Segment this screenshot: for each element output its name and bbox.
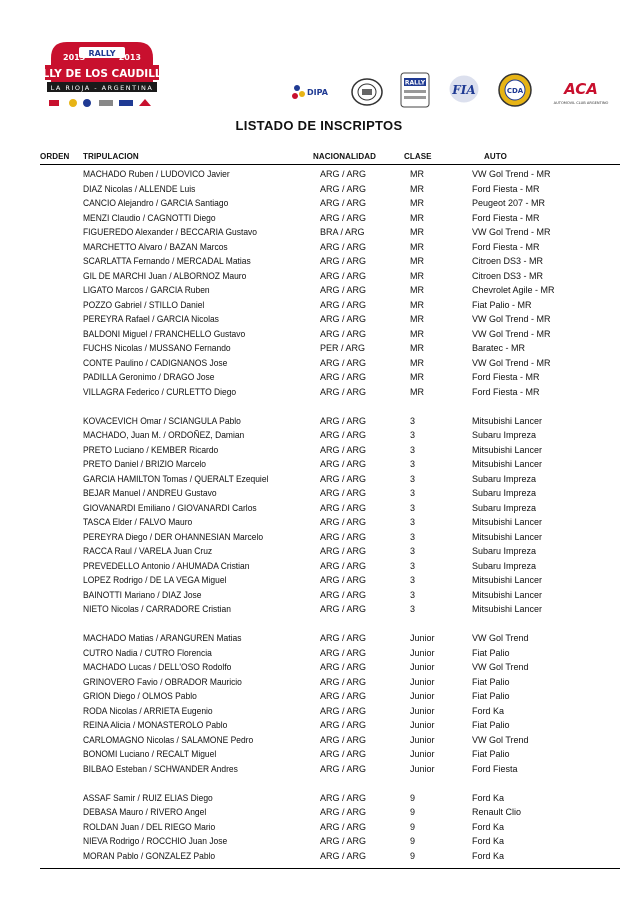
crew-cell: TASCA Elder / FALVO Mauro xyxy=(83,517,193,527)
nacionalidad-cell: ARG / ARG xyxy=(320,198,367,208)
col-header-orden: ORDEN xyxy=(40,152,70,161)
nacionalidad-cell: BRA / ARG xyxy=(320,227,365,237)
nacionalidad-cell: ARG / ARG xyxy=(320,575,367,585)
table-row xyxy=(0,196,638,211)
auto-cell: VW Gol Trend - MR xyxy=(472,357,551,368)
auto-cell: Fiat Palio xyxy=(472,691,510,701)
clase-cell: MR xyxy=(410,169,424,179)
clase-cell: Junior xyxy=(410,734,435,745)
clase-cell: 3 xyxy=(410,531,416,542)
nacionalidad-cell: ARG / ARG xyxy=(320,256,367,266)
table-row xyxy=(0,820,638,835)
auto-cell: Subaru Impreza xyxy=(472,502,537,513)
auto-cell: Mitsubishi Lancer xyxy=(472,517,543,527)
crew-cell: PRETO Daniel / BRIZIO Marcelo xyxy=(83,459,207,469)
nacionalidad-cell: ARG / ARG xyxy=(320,546,367,556)
clase-cell: 9 xyxy=(410,792,416,803)
auto-cell: Fiat Palio xyxy=(472,720,510,730)
nacionalidad-cell: ARG / ARG xyxy=(320,647,367,658)
nacionalidad-cell: ARG / ARG xyxy=(320,676,367,687)
nacionalidad-cell: ARG / ARG xyxy=(320,502,367,513)
clase-cell: Junior xyxy=(410,662,435,672)
aca-logo-text: ACA xyxy=(564,80,598,98)
nacionalidad-cell: ARG / ARG xyxy=(320,430,367,440)
logo-subtitle: LA RIOJA - ARGENTINA xyxy=(50,84,154,92)
crew-cell: SCARLATTA Fernando / MERCADAL Matias xyxy=(83,256,251,266)
crew-cell: MACHADO Matias / ARANGUREN Matias xyxy=(83,633,242,643)
table-row xyxy=(0,733,638,748)
clase-cell: Junior xyxy=(410,763,435,774)
crew-cell: KOVACEVICH Omar / SCIANGULA Pablo xyxy=(83,415,241,426)
auto-cell: Mitsubishi Lancer xyxy=(472,415,543,426)
crew-cell: PADILLA Geronimo / DRAGO Jose xyxy=(83,372,215,382)
nacionalidad-cell: ARG / ARG xyxy=(320,734,367,745)
auto-cell: Subaru Impreza xyxy=(472,473,537,484)
crew-cell: FUCHS Nicolas / MUSSANO Fernando xyxy=(83,343,231,353)
auto-cell: Subaru Impreza xyxy=(472,560,537,571)
auto-cell: Subaru Impreza xyxy=(472,546,537,556)
table-row xyxy=(0,283,638,298)
auto-cell: Ford Fiesta - MR xyxy=(472,386,540,397)
nacionalidad-cell: ARG / ARG xyxy=(320,444,367,455)
crew-cell: GRINOVERO Favio / OBRADOR Mauricio xyxy=(83,676,242,687)
col-header-tripulacion: TRIPULACION xyxy=(83,152,139,161)
crew-cell: CUTRO Nadia / CUTRO Florencia xyxy=(83,647,212,658)
auto-cell: VW Gol Trend xyxy=(472,734,529,745)
table-row xyxy=(0,240,638,255)
clase-cell: 9 xyxy=(410,821,416,832)
clase-cell: 3 xyxy=(410,459,416,469)
table-row xyxy=(0,573,638,588)
clase-cell: 3 xyxy=(410,444,416,455)
nacionalidad-cell: ARG / ARG xyxy=(320,792,367,803)
clase-cell: MR xyxy=(410,328,424,339)
table-row xyxy=(0,472,638,487)
crew-cell: ASSAF Samir / RUIZ ELIAS Diego xyxy=(83,792,213,803)
nacionalidad-cell: ARG / ARG xyxy=(320,488,367,498)
auto-cell: Ford Ka xyxy=(472,850,505,861)
table-row xyxy=(0,675,638,690)
crew-cell: BEJAR Manuel / ANDREU Gustavo xyxy=(83,488,217,498)
table-row xyxy=(0,631,638,646)
auto-cell: Ford Ka xyxy=(472,792,505,803)
auto-cell: Fiat Palio xyxy=(472,647,510,658)
nacionalidad-cell: ARG / ARG xyxy=(320,386,367,397)
nacionalidad-cell: ARG / ARG xyxy=(320,299,367,310)
nacionalidad-cell: ARG / ARG xyxy=(320,705,367,716)
nacionalidad-cell: PER / ARG xyxy=(320,343,366,353)
clase-cell: 3 xyxy=(410,430,416,440)
clase-cell: 3 xyxy=(410,488,416,498)
table-row xyxy=(0,457,638,472)
crew-cell: DEBASA Mauro / RIVERO Angel xyxy=(83,807,207,817)
nacionalidad-cell: ARG / ARG xyxy=(320,691,367,701)
crew-cell: ROLDAN Juan / DEL RIEGO Mario xyxy=(83,821,216,832)
table-row xyxy=(0,834,638,849)
table-row xyxy=(0,660,638,675)
clase-cell: 3 xyxy=(410,517,416,527)
auto-cell: Ford Fiesta xyxy=(472,763,518,774)
crew-cell: GIOVANARDI Emiliano / GIOVANARDI Carlos xyxy=(83,502,257,513)
logo-year-left: 2013 xyxy=(63,53,86,62)
nacionalidad-cell: ARG / ARG xyxy=(320,169,367,179)
clase-cell: Junior xyxy=(410,676,435,687)
crew-cell: CARLOMAGNO Nicolas / SALAMONE Pedro xyxy=(83,734,254,745)
nacionalidad-cell: ARG / ARG xyxy=(320,517,367,527)
clase-cell: MR xyxy=(410,285,424,295)
nacionalidad-cell: ARG / ARG xyxy=(320,357,367,368)
table-row xyxy=(0,805,638,820)
clase-cell: MR xyxy=(410,343,424,353)
table-row xyxy=(0,312,638,327)
col-header-clase: CLASE xyxy=(404,152,432,161)
clase-cell: 3 xyxy=(410,473,416,484)
table-row xyxy=(0,718,638,733)
nacionalidad-cell: ARG / ARG xyxy=(320,850,367,861)
auto-cell: Citroen DS3 - MR xyxy=(472,256,544,266)
nacionalidad-cell: ARG / ARG xyxy=(320,241,367,252)
nacionalidad-cell: ARG / ARG xyxy=(320,270,367,281)
auto-cell: Citroen DS3 - MR xyxy=(472,270,544,281)
rally-argentino-text: RALLY xyxy=(404,79,426,87)
crew-cell: REINA Alicia / MONASTEROLO Pablo xyxy=(83,720,228,730)
crew-cell: GIL DE MARCHI Juan / ALBORNOZ Mauro xyxy=(83,270,247,281)
fia-logo-text: FIA xyxy=(452,83,476,97)
table-row xyxy=(0,588,638,603)
nacionalidad-cell: ARG / ARG xyxy=(320,763,367,774)
clase-cell: 3 xyxy=(410,502,416,513)
auto-cell: Fiat Palio xyxy=(472,676,510,687)
table-row xyxy=(0,428,638,443)
table-row xyxy=(0,327,638,342)
clase-cell: MR xyxy=(410,357,424,368)
table-row xyxy=(0,762,638,777)
clase-cell: MR xyxy=(410,183,424,194)
auto-cell: Fiat Palio - MR xyxy=(472,299,532,310)
crew-cell: PRETO Luciano / KEMBER Ricardo xyxy=(83,444,219,455)
clase-cell: 3 xyxy=(410,589,416,600)
table-row xyxy=(0,182,638,197)
table-row xyxy=(0,559,638,574)
clase-cell: MR xyxy=(410,256,424,266)
auto-cell: Baratec - MR xyxy=(472,343,526,353)
logo-name: RALLY DE LOS CAUDILLOS xyxy=(26,68,178,80)
auto-cell: VW Gol Trend - MR xyxy=(472,328,551,339)
auto-cell: Mitsubishi Lancer xyxy=(472,444,543,455)
crew-cell: PEREYRA Diego / DER OHANNESIAN Marcelo xyxy=(83,531,264,542)
clase-cell: 3 xyxy=(410,560,416,571)
clase-cell: MR xyxy=(410,227,424,237)
table-row xyxy=(0,849,638,864)
auto-cell: Ford Ka xyxy=(472,705,505,716)
crew-cell: LOPEZ Rodrigo / DE LA VEGA Miguel xyxy=(83,575,227,585)
table-row xyxy=(0,211,638,226)
clase-cell: 3 xyxy=(410,575,416,585)
auto-cell: Renault Clio xyxy=(472,807,522,817)
table-row xyxy=(0,356,638,371)
crew-cell: CONTE Paulino / CADIGNANOS Jose xyxy=(83,357,228,368)
auto-cell: Mitsubishi Lancer xyxy=(472,459,543,469)
table-row xyxy=(0,269,638,284)
clase-cell: Junior xyxy=(410,720,435,730)
crew-cell: DIAZ Nicolas / ALLENDE Luis xyxy=(83,183,196,194)
auto-cell: Ford Ka xyxy=(472,821,505,832)
auto-cell: VW Gol Trend xyxy=(472,662,529,672)
nacionalidad-cell: ARG / ARG xyxy=(320,328,367,339)
nacionalidad-cell: ARG / ARG xyxy=(320,560,367,571)
crew-cell: VILLAGRA Federico / CURLETTO Diego xyxy=(83,386,237,397)
auto-cell: Subaru Impreza xyxy=(472,430,537,440)
table-row xyxy=(0,341,638,356)
table-row xyxy=(0,530,638,545)
auto-cell: VW Gol Trend - MR xyxy=(472,227,551,237)
table-row xyxy=(0,370,638,385)
nacionalidad-cell: ARG / ARG xyxy=(320,372,367,382)
crew-cell: BAINOTTI Mariano / DIAZ Jose xyxy=(83,589,202,600)
auto-cell: Mitsubishi Lancer xyxy=(472,531,543,542)
crew-cell: GARCIA HAMILTON Tomas / QUERALT Ezequiel xyxy=(83,473,269,484)
nacionalidad-cell: ARG / ARG xyxy=(320,415,367,426)
table-row xyxy=(0,646,638,661)
clase-cell: 9 xyxy=(410,850,416,861)
crew-cell: PREVEDELLO Antonio / AHUMADA Cristian xyxy=(83,560,250,571)
crew-cell: LIGATO Marcos / GARCIA Ruben xyxy=(83,285,210,295)
clase-cell: MR xyxy=(410,198,424,208)
auto-cell: VW Gol Trend xyxy=(472,633,529,643)
table-row xyxy=(0,791,638,806)
crew-cell: BONOMI Luciano / RECALT Miguel xyxy=(83,749,217,759)
nacionalidad-cell: ARG / ARG xyxy=(320,662,367,672)
clase-cell: MR xyxy=(410,299,424,310)
crew-cell: PEREYRA Rafael / GARCIA Nicolas xyxy=(83,314,219,324)
auto-cell: Mitsubishi Lancer xyxy=(472,589,543,600)
table-row xyxy=(0,689,638,704)
crew-cell: BILBAO Esteban / SCHWANDER Andres xyxy=(83,763,238,774)
clase-cell: 9 xyxy=(410,836,416,846)
table-row xyxy=(0,225,638,240)
crew-cell: FIGUEREDO Alexander / BECCARIA Gustavo xyxy=(83,227,257,237)
nacionalidad-cell: ARG / ARG xyxy=(320,212,367,223)
nacionalidad-cell: ARG / ARG xyxy=(320,807,367,817)
table-row xyxy=(0,501,638,516)
crew-cell: NIEVA Rodrigo / ROCCHIO Juan Jose xyxy=(83,836,228,846)
crew-cell: CANCIO Alejandro / GARCIA Santiago xyxy=(83,198,229,208)
nacionalidad-cell: ARG / ARG xyxy=(320,531,367,542)
nacionalidad-cell: ARG / ARG xyxy=(320,459,367,469)
table-row xyxy=(0,602,638,617)
auto-cell: Ford Fiesta - MR xyxy=(472,183,540,194)
auto-cell: Peugeot 207 - MR xyxy=(472,198,546,208)
nacionalidad-cell: ARG / ARG xyxy=(320,473,367,484)
auto-cell: Ford Fiesta - MR xyxy=(472,241,540,252)
crew-cell: POZZO Gabriel / STILLO Daniel xyxy=(83,299,205,310)
dipa-logo-text: DIPA xyxy=(307,88,328,97)
table-row xyxy=(0,254,638,269)
clase-cell: Junior xyxy=(410,691,435,701)
crew-cell: GRION Diego / OLMOS Pablo xyxy=(83,691,197,701)
table-row xyxy=(0,704,638,719)
auto-cell: Ford Ka xyxy=(472,836,505,846)
nacionalidad-cell: ARG / ARG xyxy=(320,285,367,295)
clase-cell: MR xyxy=(410,270,424,281)
nacionalidad-cell: ARG / ARG xyxy=(320,589,367,600)
auto-cell: Subaru Impreza xyxy=(472,488,537,498)
table-row xyxy=(0,443,638,458)
auto-cell: VW Gol Trend - MR xyxy=(472,314,551,324)
cda-logo-text: CDA xyxy=(506,87,524,95)
clase-cell: 9 xyxy=(410,807,416,817)
nacionalidad-cell: ARG / ARG xyxy=(320,314,367,324)
clase-cell: 3 xyxy=(410,546,416,556)
nacionalidad-cell: ARG / ARG xyxy=(320,720,367,730)
crew-cell: MACHADO Lucas / DELL'OSO Rodolfo xyxy=(83,662,232,672)
table-row xyxy=(0,298,638,313)
clase-cell: Junior xyxy=(410,749,435,759)
nacionalidad-cell: ARG / ARG xyxy=(320,821,367,832)
table-row xyxy=(0,414,638,429)
crew-cell: RODA Nicolas / ARRIETA Eugenio xyxy=(83,705,213,716)
logo-badge: RALLY xyxy=(88,49,116,58)
crew-cell: BALDONI Miguel / FRANCHELLO Gustavo xyxy=(83,328,246,339)
crew-cell: MARCHETTO Alvaro / BAZAN Marcos xyxy=(83,241,228,252)
nacionalidad-cell: ARG / ARG xyxy=(320,633,367,643)
clase-cell: MR xyxy=(410,372,424,382)
clase-cell: MR xyxy=(410,314,424,324)
crew-cell: NIETO Nicolas / CARRADORE Cristian xyxy=(83,604,231,614)
crew-cell: MORAN Pablo / GONZALEZ Pablo xyxy=(83,850,216,861)
crew-cell: MACHADO, Juan M. / ORDOÑEZ, Damian xyxy=(83,430,245,440)
auto-cell: Ford Fiesta - MR xyxy=(472,212,540,223)
nacionalidad-cell: ARG / ARG xyxy=(320,749,367,759)
table-row xyxy=(0,544,638,559)
nacionalidad-cell: ARG / ARG xyxy=(320,183,367,194)
clase-cell: MR xyxy=(410,212,424,223)
auto-cell: Mitsubishi Lancer xyxy=(472,575,543,585)
auto-cell: Chevrolet Agile - MR xyxy=(472,285,555,295)
table-row xyxy=(0,747,638,762)
footer-rule xyxy=(40,868,620,869)
crew-cell: RACCA Raul / VARELA Juan Cruz xyxy=(83,546,213,556)
logo-year-right: 2013 xyxy=(118,53,141,62)
clase-cell: Junior xyxy=(410,633,435,643)
auto-cell: Fiat Palio xyxy=(472,749,510,759)
clase-cell: MR xyxy=(410,386,424,397)
clase-cell: MR xyxy=(410,241,424,252)
table-row xyxy=(0,385,638,400)
nacionalidad-cell: ARG / ARG xyxy=(320,836,367,846)
clase-cell: Junior xyxy=(410,647,435,658)
auto-cell: Ford Fiesta - MR xyxy=(472,372,540,382)
table-row xyxy=(0,167,638,182)
table-row xyxy=(0,486,638,501)
aca-logo-caption: AUTOMOVIL CLUB ARGENTINO xyxy=(553,101,609,105)
col-header-auto: AUTO xyxy=(484,152,507,161)
table-row xyxy=(0,515,638,530)
col-header-nacionalidad: NACIONALIDAD xyxy=(313,152,376,161)
crew-cell: MENZI Claudio / CAGNOTTI Diego xyxy=(83,212,216,223)
crew-cell: MACHADO Ruben / LUDOVICO Javier xyxy=(83,169,230,179)
auto-cell: Mitsubishi Lancer xyxy=(472,604,543,614)
nacionalidad-cell: ARG / ARG xyxy=(320,604,367,614)
clase-cell: 3 xyxy=(410,415,416,426)
page-title: LISTADO DE INSCRIPTOS xyxy=(235,118,403,133)
clase-cell: Junior xyxy=(410,705,435,716)
auto-cell: VW Gol Trend - MR xyxy=(472,169,551,179)
clase-cell: 3 xyxy=(410,604,416,614)
